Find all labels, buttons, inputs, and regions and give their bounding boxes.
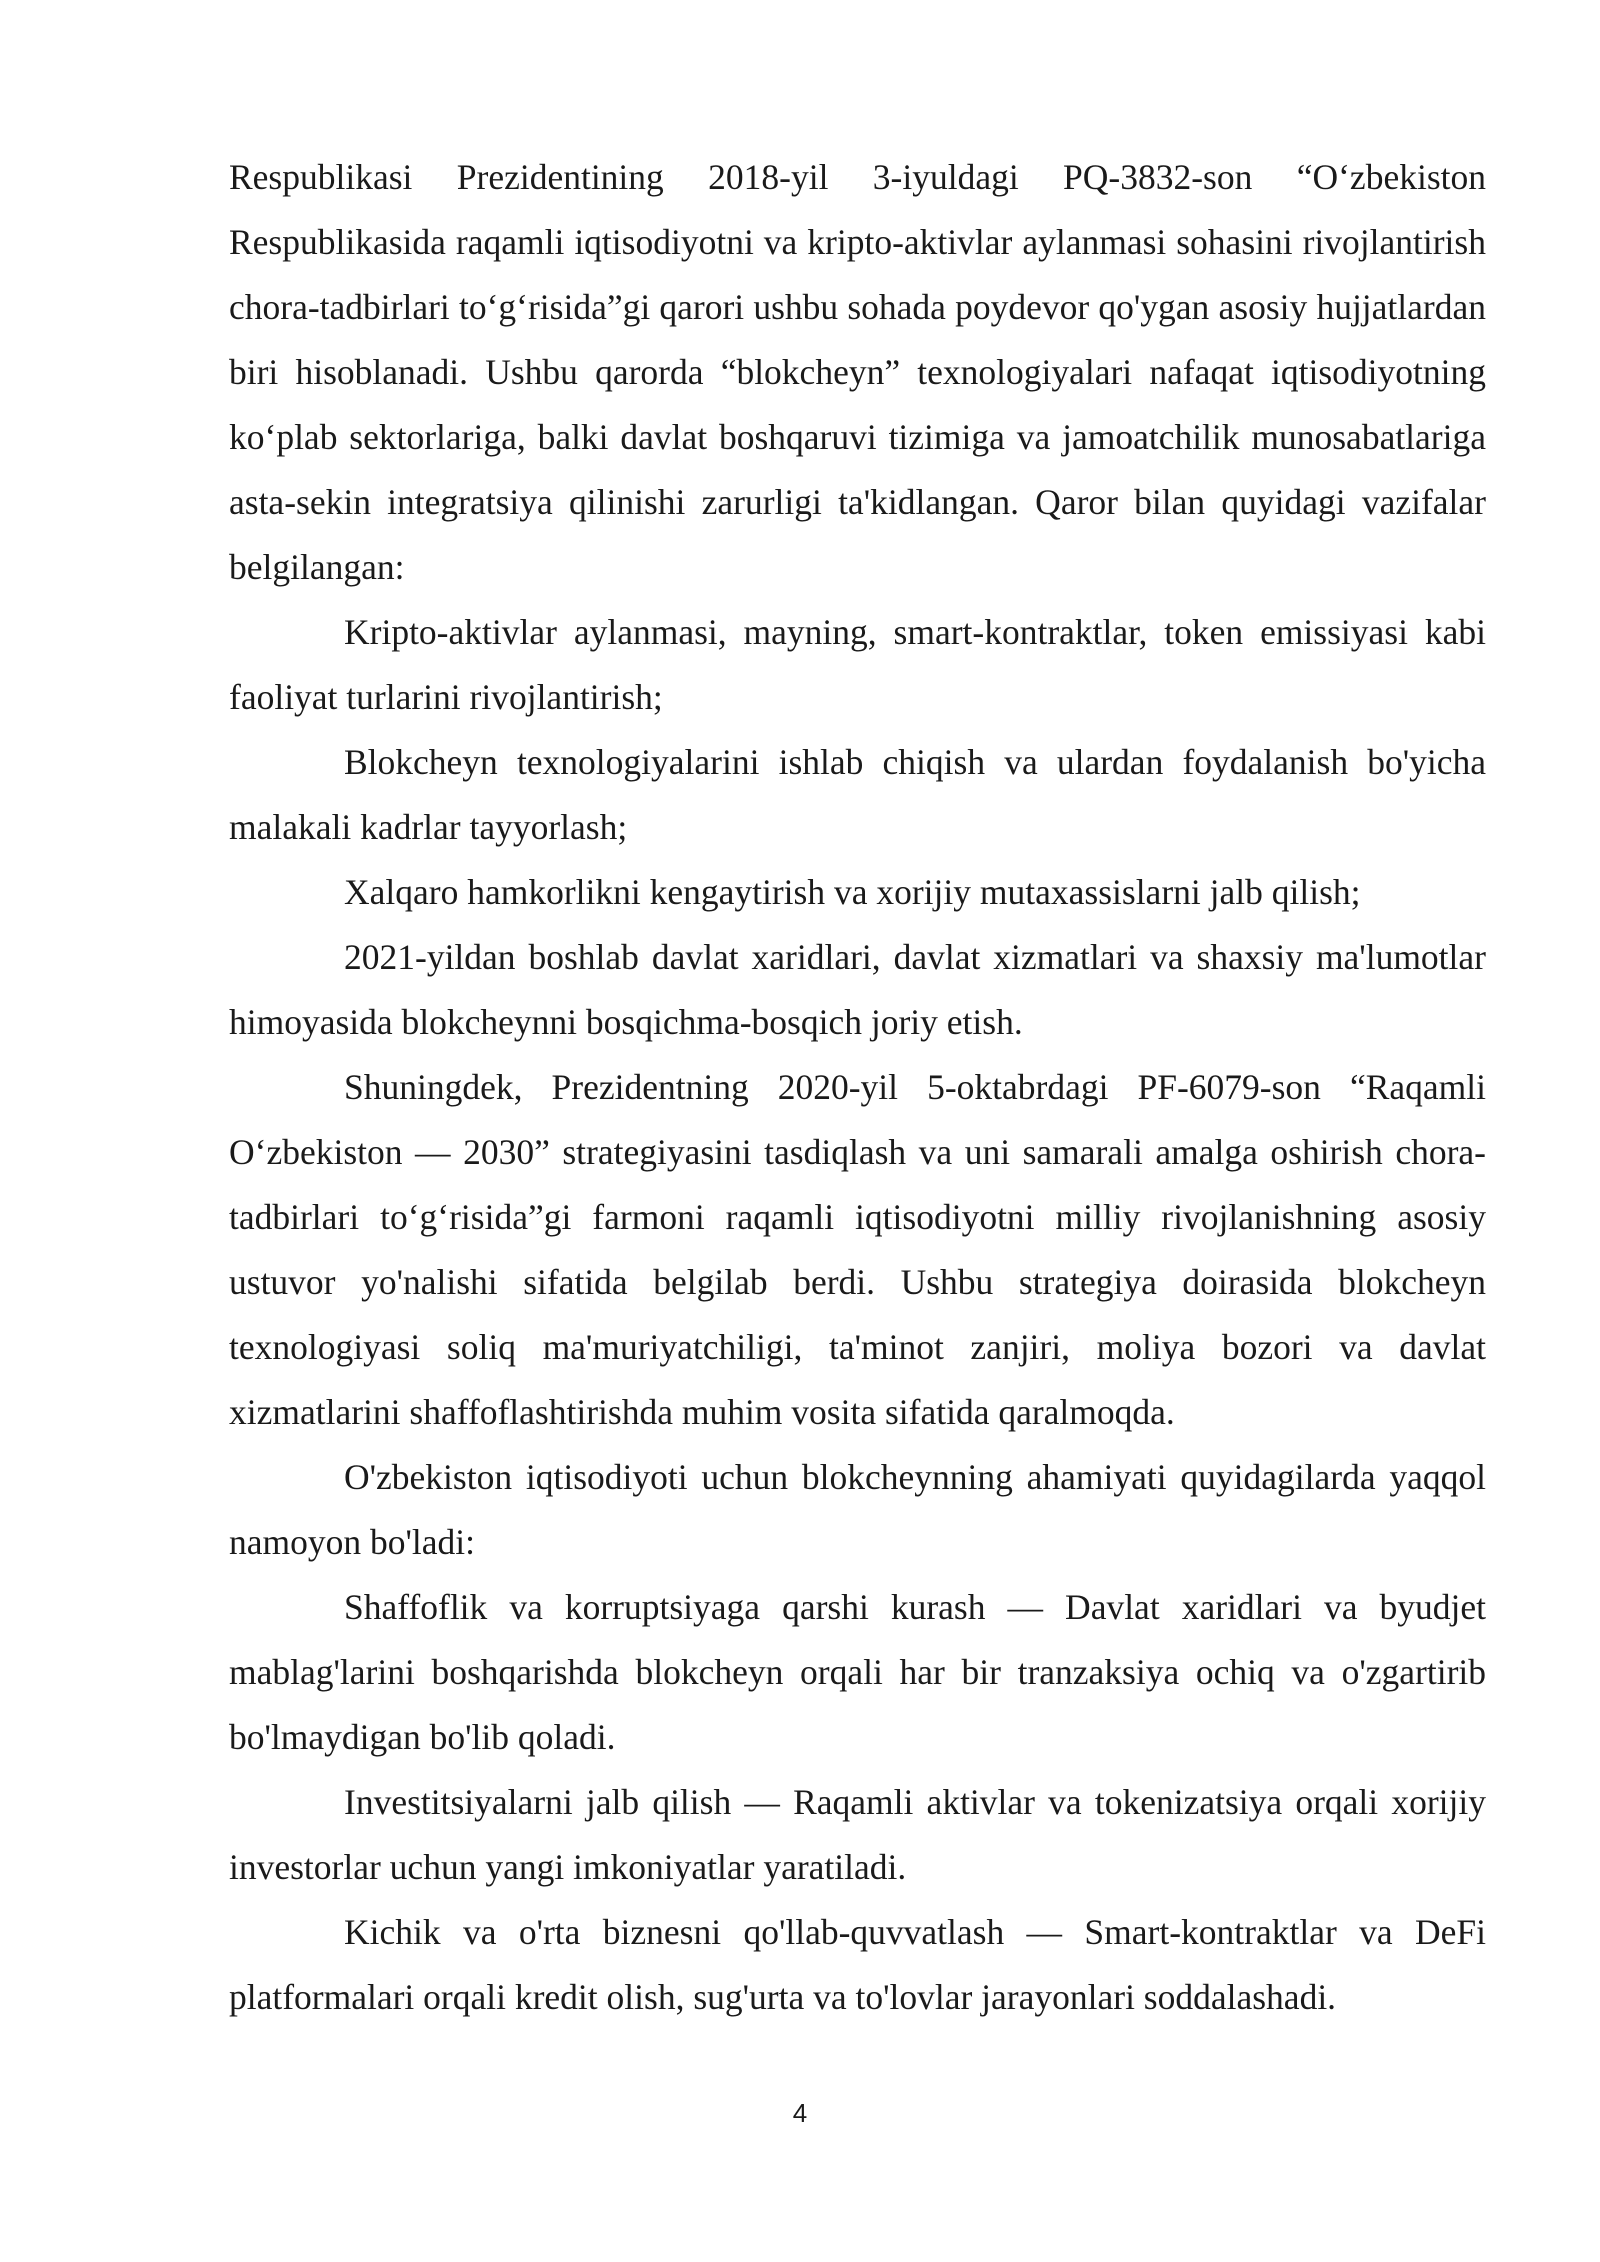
page-number: 4: [792, 2098, 808, 2128]
paragraph-transparency: Shaffoflik va korruptsiyaga qarshi kurash — Davlat xaridlari va byudjet mablag'larini boshqarishda blokcheyn orqali har bir tranzaksiya ochiq va o'zgartirib bo'lmaydigan bo'lib qoladi.: [229, 1587, 1486, 1757]
paragraph-importance-intro: O'zbekiston iqtisodiyoti uchun blokcheynning ahamiyati quyidagilarda yaqqol namoyon bo'ladi:: [229, 1457, 1486, 1562]
paragraph-task-personnel: Blokcheyn texnologiyalarini ishlab chiqish va ulardan foydalanish bo'yicha malakali kadrlar tayyorlash;: [229, 742, 1486, 847]
document-body: [229, 145, 1486, 2030]
paragraph-small-business: Kichik va o'rta biznesni qo'llab-quvvatlash — Smart-kontraktlar va DeFi platformalari orqali kredit olish, sug'urta va to'lovlar jarayonlari soddalashadi.: [229, 1912, 1486, 2017]
paragraph-task-cooperation: Xalqaro hamkorlikni kengaytirish va xorijiy mutaxassislarni jalb qilish;: [344, 872, 1361, 912]
paragraph-investments: Investitsiyalarni jalb qilish — Raqamli aktivlar va tokenizatsiya orqali xorijiy investorlar uchun yangi imkoniyatlar yaratiladi.: [229, 1782, 1486, 1887]
paragraph-task-implementation: 2021-yildan boshlab davlat xaridlari, davlat xizmatlari va shaxsiy ma'lumotlar himoyasida blokcheynni bosqichma-bosqich joriy etish.: [229, 937, 1486, 1042]
paragraph-strategy-2030: Shuningdek, Prezidentning 2020-yil 5-oktabrdagi PF-6079-son “Raqamli O‘zbekiston — 2030” strategiyasini tasdiqlash va uni samarali amalga oshirish chora-tadbirlari to‘g‘risida”gi farmoni raqamli iqtisodiyotni milliy rivojlanishning asosiy ustuvor yo'nalishi sifatida belgilab berdi. Ushbu strategiya doirasida blokcheyn texnologiyasi soliq ma'muriyatchiligi, ta'minot zanjiri, moliya bozori va davlat xizmatlarini shaffoflashtirishda muhim vosita sifatida qaralmoqda.: [229, 1067, 1486, 1432]
paragraph-decree-intro: Respublikasi Prezidentining 2018-yil 3-iyuldagi PQ-3832-son “O‘zbekiston Respublikasida raqamli iqtisodiyotni va kripto-aktivlar aylanmasi sohasini rivojlantirish chora-tadbirlari to‘g‘risida”gi qarori ushbu sohada poydevor qo'ygan asosiy hujjatlardan biri hisoblanadi. Ushbu qarorda “blokcheyn” texnologiyalari nafaqat iqtisodiyotning ko‘plab sektorlariga, balki davlat boshqaruvi tizimiga va jamoatchilik munosabatlariga asta-sekin integratsiya qilinishi zarurligi ta'kidlangan. Qaror bilan quyidagi vazifalar belgilangan:: [229, 157, 1486, 587]
paragraph-task-crypto-assets: Kripto-aktivlar aylanmasi, mayning, smart-kontraktlar, token emissiyasi kabi faoliyat turlarini rivojlantirish;: [229, 612, 1486, 717]
